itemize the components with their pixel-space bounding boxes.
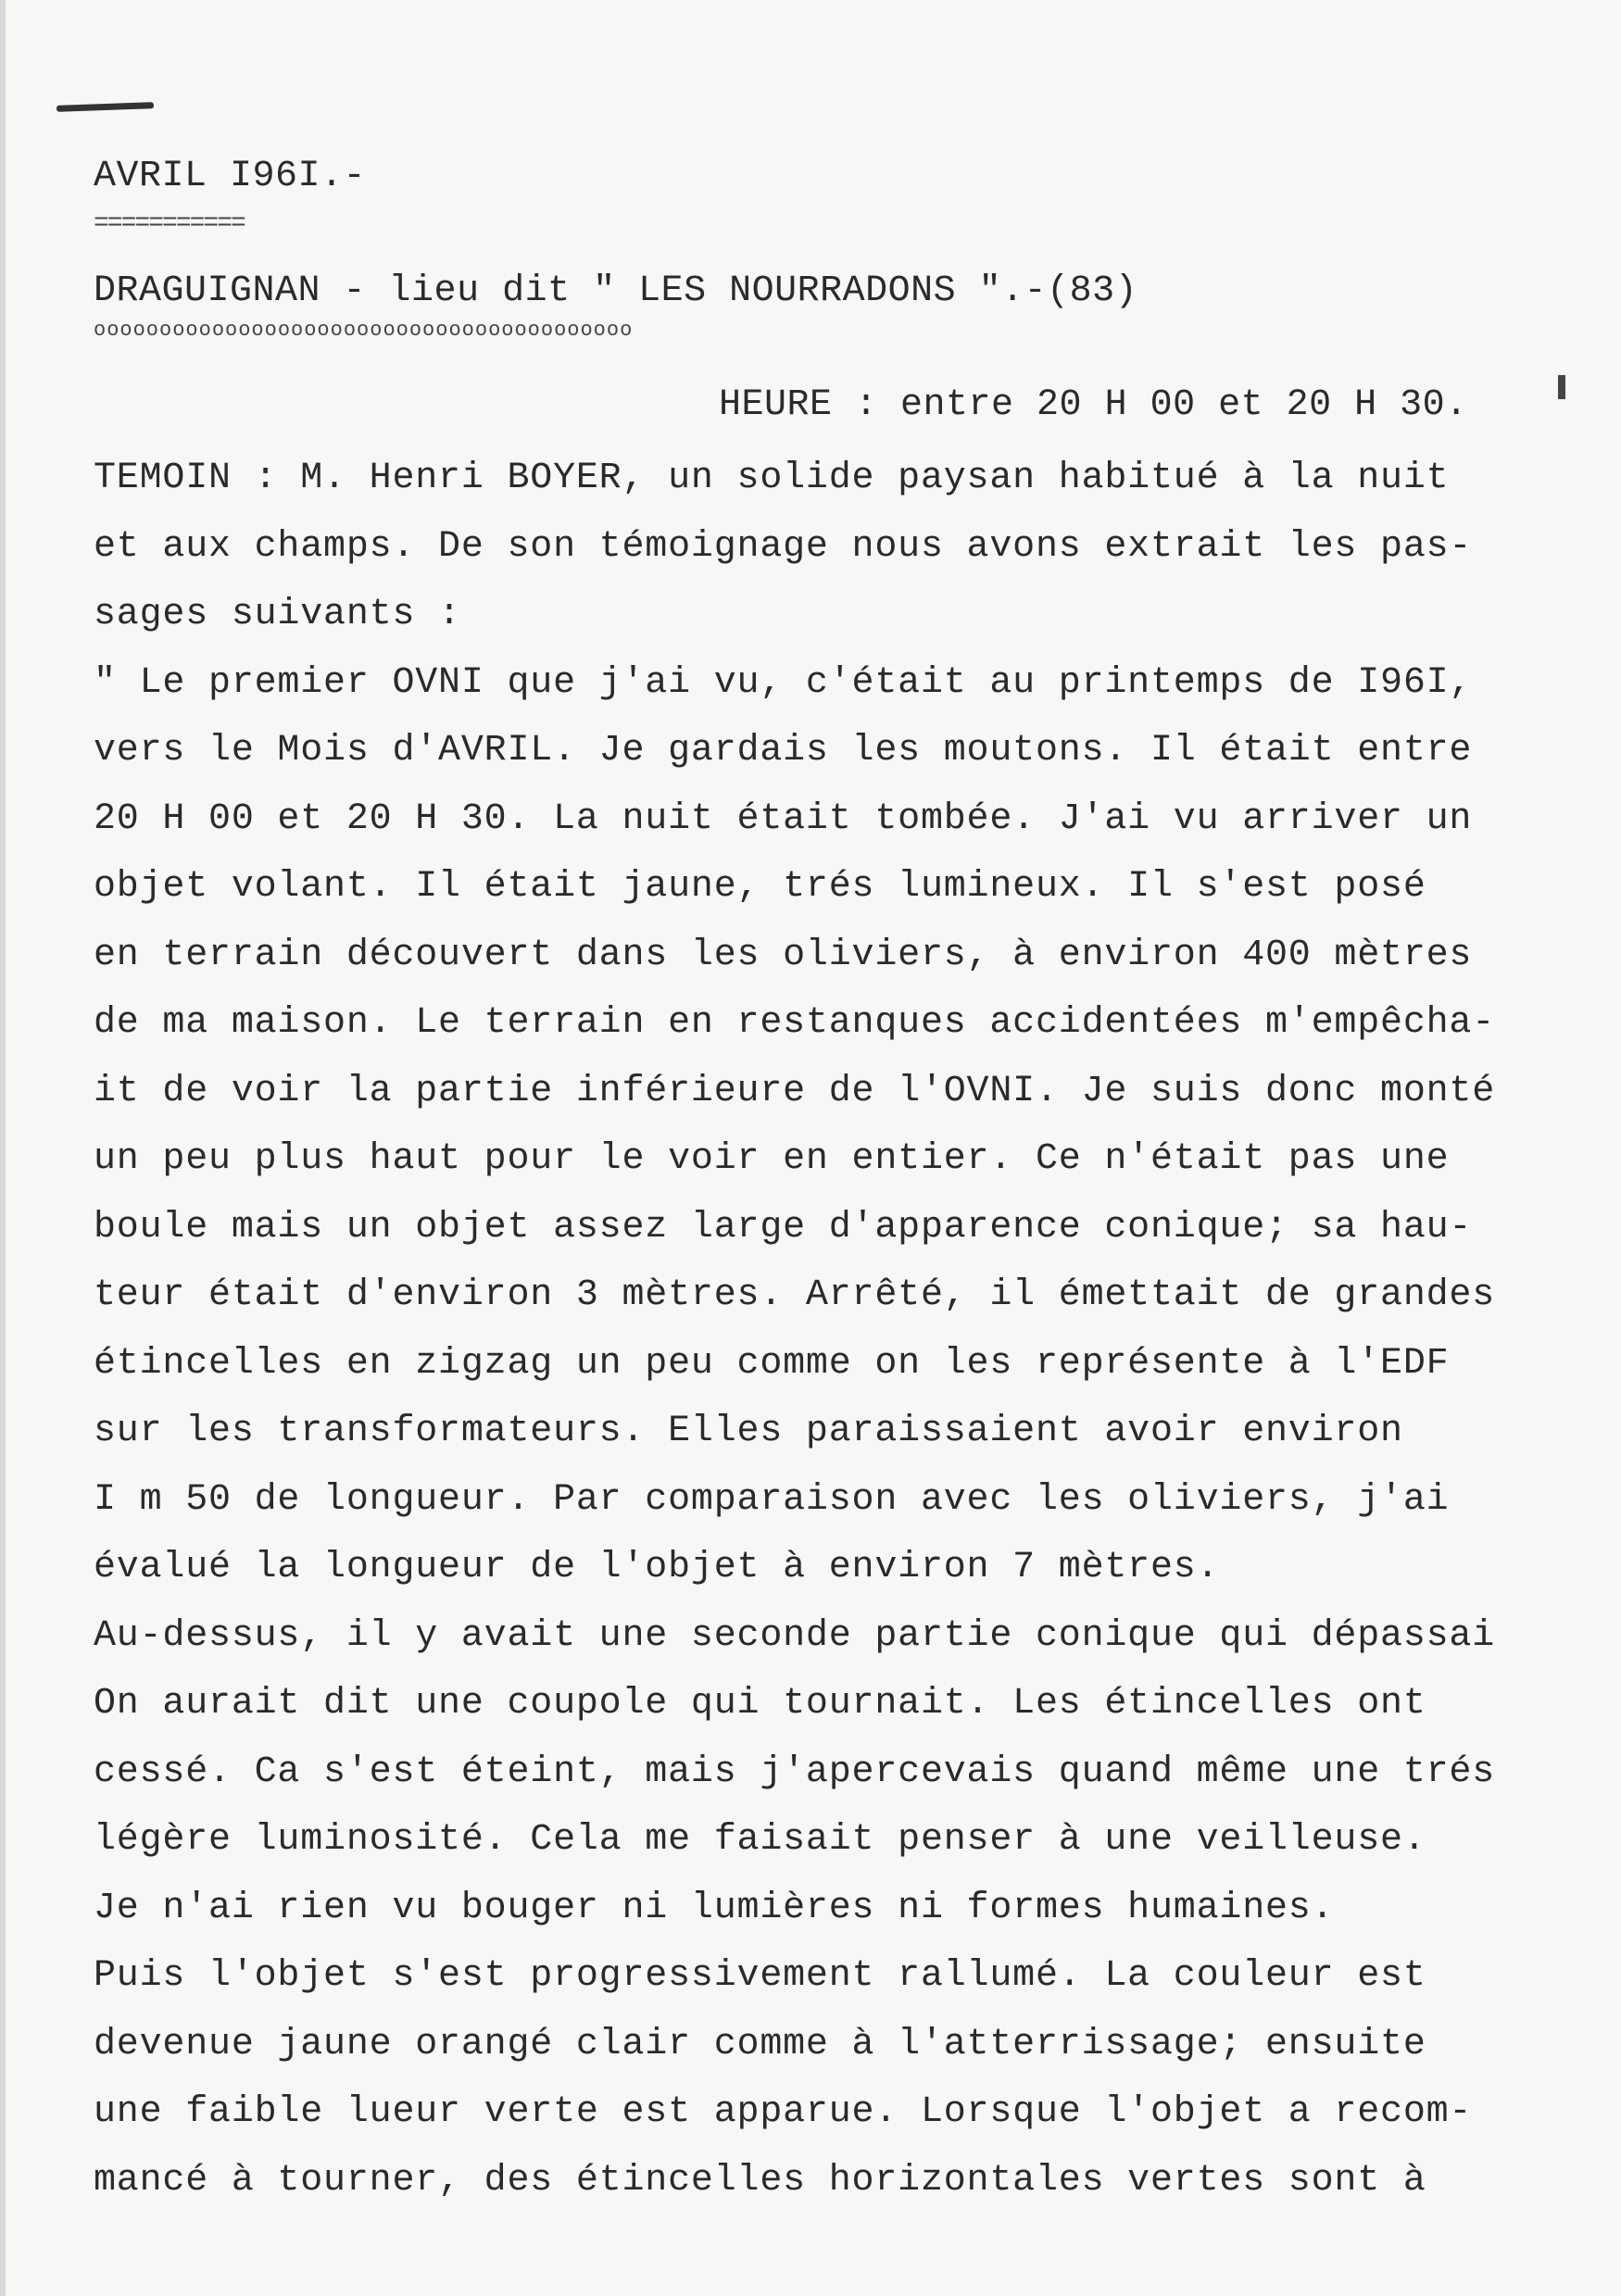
date-heading: AVRIL I96I.- xyxy=(94,156,367,197)
margin-mark xyxy=(1558,375,1565,399)
text-line: objet volant. Il était jaune, trés lumineux. Il s'est posé xyxy=(94,866,1426,908)
text-line: Puis l'objet s'est progressivement rallumé. La couleur est xyxy=(94,1955,1426,1997)
text-line: et aux champs. De son témoignage nous avons extrait les pas- xyxy=(94,525,1473,568)
text-line: " Le premier OVNI que j'ai vu, c'était au printemps de I96I, xyxy=(94,661,1473,704)
text-line: cessé. Ca s'est éteint, mais j'apercevais quand même une trés xyxy=(94,1750,1496,1793)
text-line: mancé à tourner, des étincelles horizontales vertes sont à xyxy=(94,2159,1426,2202)
text-line: un peu plus haut pour le voir en entier. Ce n'était pas une xyxy=(94,1138,1450,1180)
text-line: une faible lueur verte est apparue. Lorsque l'objet a recom- xyxy=(94,2091,1473,2133)
text-line: devenue jaune orangé clair comme à l'atterrissage; ensuite xyxy=(94,2023,1426,2065)
pen-mark xyxy=(57,102,154,112)
text-line: en terrain découvert dans les oliviers, à environ 400 mètres xyxy=(94,934,1473,976)
text-line: teur était d'environ 3 mètres. Arrêté, il émettait de grandes xyxy=(94,1274,1496,1316)
text-line: 20 H 00 et 20 H 30. La nuit était tombée. J'ai vu arriver un xyxy=(94,797,1473,840)
text-line: boule mais un objet assez large d'apparence conique; sa hau- xyxy=(94,1206,1473,1248)
place-underline: ooooooooooooooooooooooooooooooooooooooooo xyxy=(94,319,634,342)
text-line: On aurait dit une coupole qui tournait. Les étincelles ont xyxy=(94,1683,1426,1725)
text-line: légère luminosité. Cela me faisait penser à une veilleuse. xyxy=(94,1819,1426,1861)
place-heading: DRAGUIGNAN - lieu dit " LES NOURRADONS ".-(83) xyxy=(94,270,1138,312)
text-line: Je n'ai rien vu bouger ni lumières ni formes humaines. xyxy=(94,1887,1335,1929)
date-underline: =========== xyxy=(94,209,245,238)
text-line: sur les transformateurs. Elles paraissaient avoir environ xyxy=(94,1411,1403,1452)
time-line: HEURE : entre 20 H 00 et 20 H 30. xyxy=(719,384,1468,426)
text-line: étincelles en zigzag un peu comme on les représente à l'EDF xyxy=(94,1342,1450,1385)
text-line: Au-dessus, il y avait une seconde partie conique qui dépassai xyxy=(94,1614,1496,1657)
text-line: de ma maison. Le terrain en restanques accidentées m'empêcha- xyxy=(94,1002,1496,1044)
text-line: TEMOIN : M. Henri BOYER, un solide paysan habitué à la nuit xyxy=(94,458,1450,499)
testimony-text xyxy=(94,445,1594,2214)
text-line: sages suivants : xyxy=(94,594,461,635)
text-line: I m 50 de longueur. Par comparaison avec les oliviers, j'ai xyxy=(94,1478,1450,1521)
text-line: vers le Mois d'AVRIL. Je gardais les moutons. Il était entre xyxy=(94,730,1473,772)
text-line: it de voir la partie inférieure de l'OVNI. Je suis donc monté xyxy=(94,1070,1496,1112)
text-line: évalué la longueur de l'objet à environ 7 mètres. xyxy=(94,1547,1220,1588)
